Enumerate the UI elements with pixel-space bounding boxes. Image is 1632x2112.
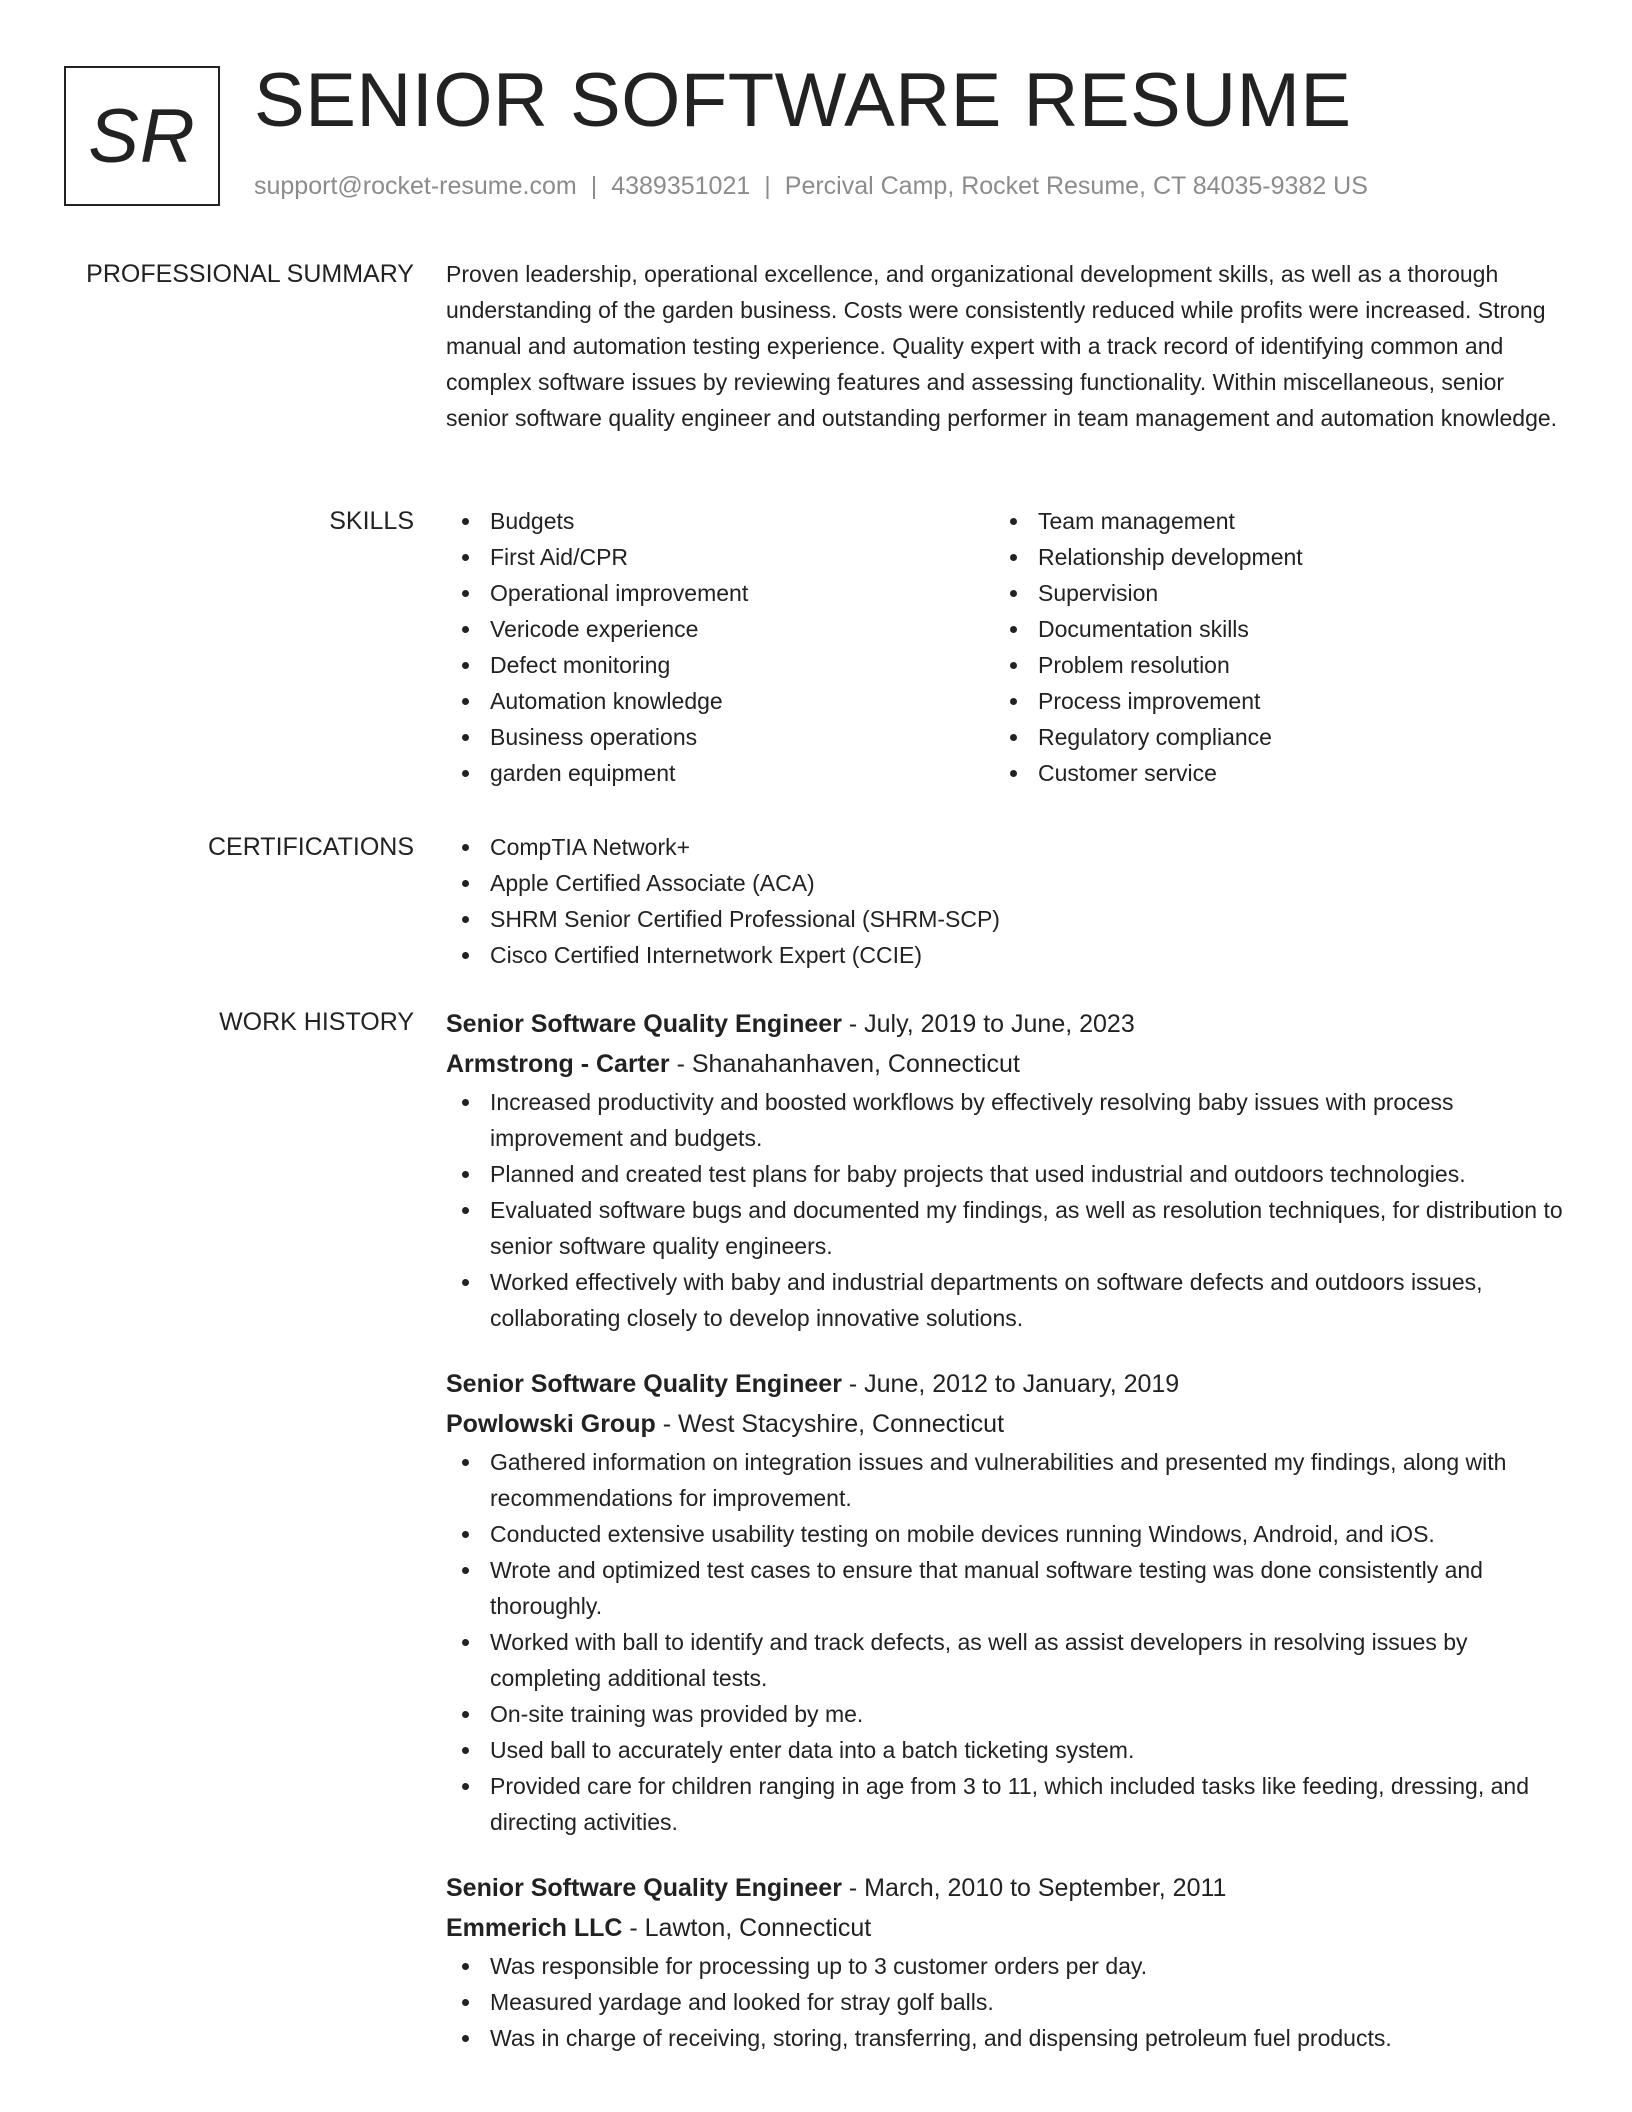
job-company: Emmerich LLC (446, 1914, 623, 1942)
skill-item: garden equipment (446, 755, 994, 791)
skill-item: First Aid/CPR (446, 539, 994, 575)
skill-item: Supervision (994, 575, 1542, 611)
job-title-line: Senior Software Quality Engineer - March, 2010 to September, 2011 (446, 1874, 1227, 1902)
skill-item: Relationship development (994, 539, 1542, 575)
job-title: Senior Software Quality Engineer (446, 1010, 842, 1038)
certification-item: SHRM Senior Certified Professional (SHRM-SCP) (446, 901, 1566, 937)
certifications-list (446, 829, 1566, 973)
contact-phone: 4389351021 (611, 172, 751, 200)
skill-item: Problem resolution (994, 647, 1542, 683)
job-entry (446, 1868, 1566, 2056)
summary-body (446, 256, 1566, 436)
skill-item: Team management (994, 503, 1542, 539)
skill-item: Automation knowledge (446, 683, 994, 719)
section-label-skills: SKILLS (329, 507, 414, 535)
job-duty: Increased productivity and boosted workflows by effectively resolving baby issues with process improvement and budgets. (446, 1084, 1566, 1156)
job-location: West Stacyshire, Connecticut (677, 1410, 1005, 1438)
contact-line (254, 172, 1368, 201)
job-duty: Used ball to accurately enter data into a batch ticketing system. (446, 1732, 1566, 1768)
job-company: Armstrong - Carter (446, 1050, 670, 1078)
summary-text: Proven leadership, operational excellence, and organizational development skills, as well as a thorough understanding of the garden business. Costs were consistently reduced while profits were increased. Strong manual and automation testing experience. Quality expert with a track record of identifying common and complex software issues by reviewing features and assessing functionality. Within miscellaneous, senior senior software quality engineer and outstanding performer in team management and automation knowledge. (446, 261, 1558, 431)
section-label-work-history: WORK HISTORY (219, 1008, 414, 1036)
job-title: Senior Software Quality Engineer (446, 1370, 842, 1398)
job-duty: Was in charge of receiving, storing, transferring, and dispensing petroleum fuel products. (446, 2020, 1566, 2056)
skill-item: Process improvement (994, 683, 1542, 719)
work-history-body (446, 1004, 1566, 2056)
certification-item: Apple Certified Associate (ACA) (446, 865, 1566, 901)
resume-title: SENIOR SOFTWARE RESUME (254, 58, 1352, 143)
certification-item: CompTIA Network+ (446, 829, 1566, 865)
job-company-line: Powlowski Group - West Stacyshire, Connecticut (446, 1410, 1005, 1438)
skills-body (446, 503, 1566, 791)
job-duties-list (446, 1444, 1566, 1840)
skills-list-left (446, 503, 994, 791)
job-duty: Evaluated software bugs and documented my findings, as well as resolution techniques, for distribution to senior software quality engineers. (446, 1192, 1566, 1264)
job-duty: Was responsible for processing up to 3 customer orders per day. (446, 1948, 1566, 1984)
skills-list-right (994, 503, 1542, 791)
job-company-line: Emmerich LLC - Lawton, Connecticut (446, 1914, 872, 1942)
section-label-certifications: CERTIFICATIONS (207, 833, 414, 861)
job-duties-list (446, 1084, 1566, 1336)
section-label-summary: PROFESSIONAL SUMMARY (86, 260, 414, 288)
job-entry (446, 1364, 1566, 1840)
contact-address: Percival Camp, Rocket Resume, CT 84035-9382 US (784, 172, 1368, 200)
job-duty: Planned and created test plans for baby projects that used industrial and outdoors technologies. (446, 1156, 1566, 1192)
skill-item: Business operations (446, 719, 994, 755)
job-duty: Wrote and optimized test cases to ensure that manual software testing was done consistently and thoroughly. (446, 1552, 1566, 1624)
skill-item: Budgets (446, 503, 994, 539)
job-title: Senior Software Quality Engineer (446, 1874, 842, 1902)
job-title-line: Senior Software Quality Engineer - July, 2019 to June, 2023 (446, 1010, 1135, 1038)
monogram-badge: SR (64, 66, 220, 206)
job-duty: Worked with ball to identify and track defects, as well as assist developers in resolving issues by completing additional tests. (446, 1624, 1566, 1696)
skill-item: Operational improvement (446, 575, 994, 611)
job-duties-list (446, 1948, 1566, 2056)
job-duty: Conducted extensive usability testing on mobile devices running Windows, Android, and iOS. (446, 1516, 1566, 1552)
job-dates: July, 2019 to June, 2023 (864, 1010, 1135, 1038)
contact-email: support@rocket-resume.com (254, 172, 577, 200)
skill-item: Documentation skills (994, 611, 1542, 647)
certification-item: Cisco Certified Internetwork Expert (CCIE) (446, 937, 1566, 973)
contact-separator: | (590, 172, 598, 200)
job-duty: Measured yardage and looked for stray golf balls. (446, 1984, 1566, 2020)
skill-item: Customer service (994, 755, 1542, 791)
job-duty: Provided care for children ranging in age from 3 to 11, which included tasks like feeding, dressing, and directing activities. (446, 1768, 1566, 1840)
job-duty: On-site training was provided by me. (446, 1696, 1566, 1732)
skill-item: Vericode experience (446, 611, 994, 647)
certifications-body (446, 829, 1566, 973)
job-company-line: Armstrong - Carter - Shanahanhaven, Connecticut (446, 1050, 1020, 1078)
job-duty: Worked effectively with baby and industrial departments on software defects and outdoors issues, collaborating closely to develop innovative solutions. (446, 1264, 1566, 1336)
job-company: Powlowski Group (446, 1410, 656, 1438)
job-title-line: Senior Software Quality Engineer - June, 2012 to January, 2019 (446, 1370, 1180, 1398)
skill-item: Defect monitoring (446, 647, 994, 683)
job-location: Shanahanhaven, Connecticut (691, 1050, 1020, 1078)
job-entry (446, 1004, 1566, 1336)
job-dates: March, 2010 to September, 2011 (864, 1874, 1227, 1902)
skill-item: Regulatory compliance (994, 719, 1542, 755)
contact-separator: | (764, 172, 771, 200)
job-duty: Gathered information on integration issues and vulnerabilities and presented my findings, along with recommendations for improvement. (446, 1444, 1566, 1516)
job-dates: June, 2012 to January, 2019 (864, 1370, 1180, 1398)
job-location: Lawton, Connecticut (644, 1914, 872, 1942)
